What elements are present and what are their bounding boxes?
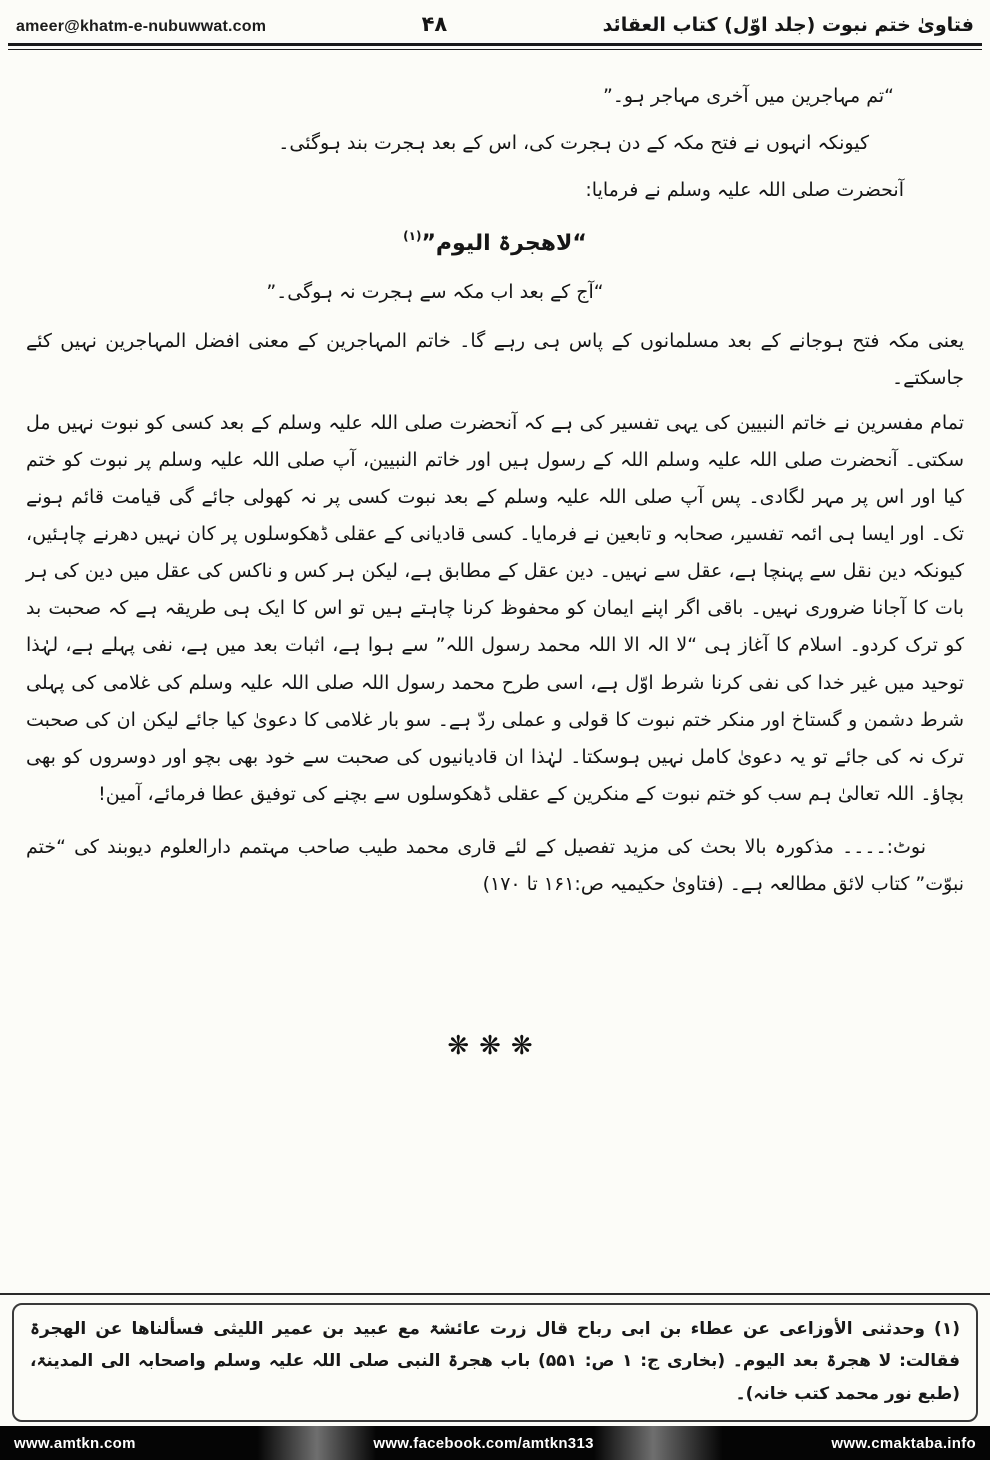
header-title: فتاویٰ ختم نبوت (جلد اوّل) کتاب العقائد: [602, 14, 974, 36]
header-email: ameer@khatm-e-nubuwwat.com: [16, 18, 267, 35]
hadith-quote: [26, 217, 964, 272]
body-paragraph-5: یعنی مکہ فتح ہوجانے کے بعد مسلمانوں کے پاس ہی رہے گا۔ خاتم المہاجرین کے معنی افضل المہاجرین نہیں کئے جاسکتے۔: [26, 330, 964, 390]
body-paragraph-6: تمام مفسرین نے خاتم النبیین کی یہی تفسیر کی ہے کہ آنحضرت صلی اللہ علیہ وسلم کے بعد کسی کو نبوت نہیں مل سکتی۔ آنحضرت صلی اللہ علیہ وسلم اللہ کے رسول ہیں اور خاتم النبیین، آپ صلی اللہ علیہ وسلم پر نبوت کو ختم کیا اور اس پر مہر لگادی۔ پس آپ صلی اللہ علیہ وسلم کے بعد نبوت کسی پر نہ کھولی جائے گی قیامت قائم ہونے تک۔ اور ایسا ہی ائمہ تفسیر، صحابہ و تابعین نے فرمایا۔ کسی قادیانی کے عقلی ڈھکوسلوں پر کان نہیں دھرنے چاہئیں، کیونکہ دین نقل سے پہنچا ہے، عقل سے نہیں۔ دین عقل کے مطابق ہے، لیکن ہر کس و ناکس کی عقل میں دین کی ہر بات کا آجانا ضروری نہیں۔ باقی اگر اپنے ایمان کو محفوظ کرنا چاہتے ہیں تو اس کا ایک ہی طریقہ ہے کہ صحبت بد کو ترک کردو۔ اسلام کا آغاز ہی “لا الہ الا اللہ محمد رسول اللہ” سے ہوا ہے، اثبات بعد میں ہے، نفی پہلے ہے، لہٰذا توحید میں غیر خدا کی نفی کرنا شرط اوّل ہے، اسی طرح محمد رسول اللہ صلی اللہ علیہ وسلم کی غلامی کی پہلی شرط دشمن و گستاخ اور منکر ختم نبوت کا قولی و عملی ردّ ہے۔ سو بار غلامی کا دعویٰ کیا جائے لیکن ان کی صحبت ترک نہ کی جائے تو یہ دعویٰ کامل نہیں ہوسکتا۔ لہٰذا ان قادیانیوں کی صحبت سے خود بھی بچو اور دوسروں کو بھی بچاؤ۔ اللہ تعالیٰ ہم سب کو ختم نبوت کے منکرین کے عقلی ڈھکوسلوں سے بچنے کی توفیق عطا فرمائے، آمین!: [26, 412, 964, 805]
header-divider: [8, 43, 982, 50]
hadith-text: “لاھجرۃ الیوم”: [421, 231, 587, 257]
section-ornament: ❋❋❋: [447, 1030, 543, 1061]
body-paragraph-2: آنحضرت صلی اللہ علیہ وسلم نے فرمایا:: [585, 179, 904, 202]
footer-url-center: www.facebook.com/amtkn313: [373, 1434, 594, 1452]
quote-translation: “آج کے بعد اب مکہ سے ہجرت نہ ہوگی۔”: [266, 281, 604, 304]
footnote-box: [12, 1303, 978, 1422]
page-body: [0, 50, 990, 903]
quote-line-1: “تم مہاجرین میں آخری مہاجر ہو۔”: [602, 85, 894, 107]
footnote-section: [0, 1293, 990, 1422]
page-footer: [0, 1426, 990, 1460]
body-paragraph-1: کیونکہ انہوں نے فتح مکہ کے دن ہجرت کی، اس کے بعد ہجرت بند ہوگئی۔: [278, 132, 869, 155]
footnote-divider: [0, 1293, 990, 1295]
footnote-text: (۱) وحدثنی الأوزاعی عن عطاء بن ابی رباح قال زرت عائشۃ مع عبید بن عمیر اللیثی فسألناھا عن الھجرۃ فقالت: لا ھجرۃ بعد الیوم۔ (بخاری ج: ۱ ص: ۵۵۱) باب ھجرۃ النبی صلی اللہ علیہ وسلم واصحابہ الی المدینۃ، (طبع نور محمد کتب خانہ)۔: [30, 1319, 960, 1404]
footnote-marker: (۱): [403, 228, 422, 243]
page-header: [0, 0, 990, 40]
footer-url-right: www.cmaktaba.info: [831, 1434, 976, 1452]
note-paragraph: نوٹ:۔۔۔۔ مذکورہ بالا بحث کی مزید تفصیل کے لئے قاری محمد طیب صاحب مہتمم دارالعلوم دیوبند کی “ختم نبوّت” کتاب لائق مطالعہ ہے۔ (فتاویٰ حکیمیہ ص:۱۶۱ تا ۱۷۰): [26, 835, 964, 895]
footer-url-left: www.amtkn.com: [14, 1434, 136, 1452]
page-number: ۴۸: [421, 12, 448, 36]
